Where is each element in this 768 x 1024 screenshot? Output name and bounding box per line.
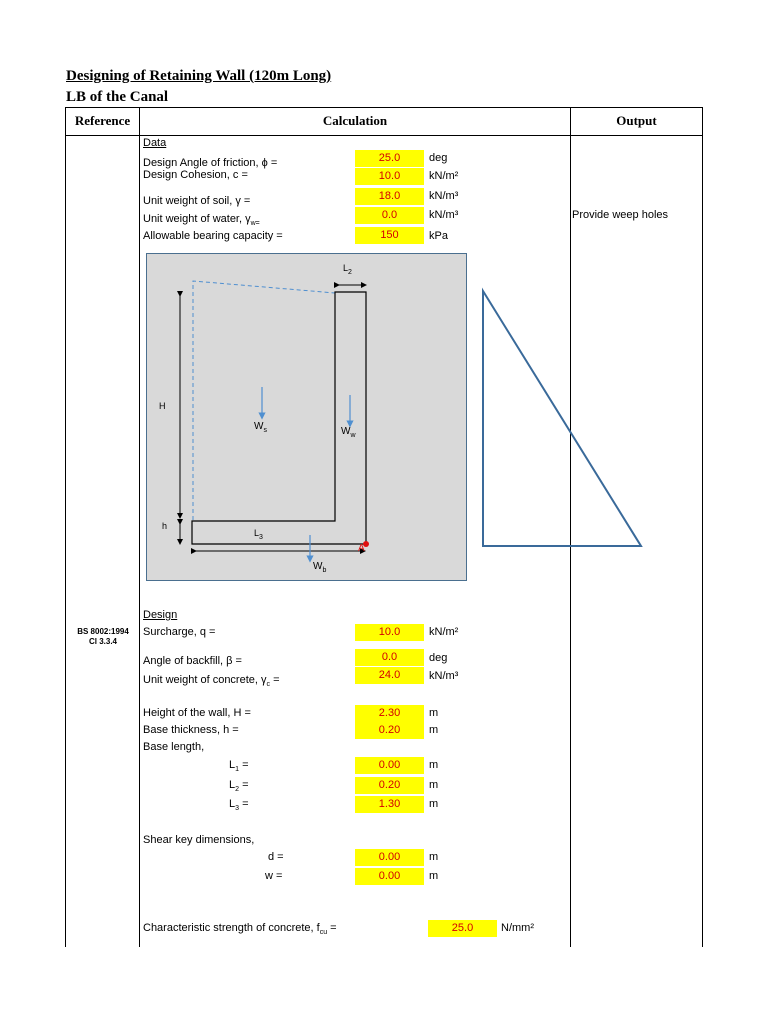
wall-height-label: Height of the wall, H = xyxy=(143,707,251,719)
design-heading: Design xyxy=(143,609,178,621)
cohesion-unit: kN/m² xyxy=(429,170,459,182)
bearing-capacity-label: Allowable bearing capacity = xyxy=(143,230,283,242)
fcu-value[interactable]: 25.0 xyxy=(428,920,497,937)
L2-unit: m xyxy=(429,779,439,791)
soil-unit-weight-value[interactable]: 18.0 xyxy=(355,188,424,205)
reference-standard: BS 8002:1994 xyxy=(77,627,129,636)
table-top-border xyxy=(65,107,703,108)
shear-key-w-unit: m xyxy=(429,870,439,882)
shear-key-d-unit: m xyxy=(429,851,439,863)
header-calculation: Calculation xyxy=(322,113,388,128)
header-reference: Reference xyxy=(74,113,131,128)
surcharge-unit: kN/m² xyxy=(429,626,459,638)
concrete-unit-weight-label-tail: = xyxy=(270,674,280,686)
label-A: A xyxy=(358,543,365,554)
base-length-label: Base length, xyxy=(143,741,205,753)
soil-unit-weight-unit: kN/m³ xyxy=(429,190,459,202)
cohesion-label: Design Cohesion, c = xyxy=(143,169,248,181)
concrete-unit-weight-unit: kN/m³ xyxy=(429,670,459,682)
table-right-border xyxy=(702,107,703,947)
table-left-border xyxy=(65,107,66,947)
base-thickness-value[interactable]: 0.20 xyxy=(355,722,424,739)
concrete-unit-weight-label xyxy=(143,674,280,691)
L3-label: $L_3$ = xyxy=(229,798,249,813)
fcu-label-tail: = xyxy=(327,922,337,934)
water-unit-weight-value[interactable]: 0.0 xyxy=(355,207,424,224)
output-weep-holes: Provide weep holes xyxy=(572,209,669,221)
design-reference xyxy=(68,627,138,647)
surcharge-value[interactable]: 10.0 xyxy=(355,624,424,641)
backfill-angle-label: Angle of backfill, β = xyxy=(143,655,242,667)
shear-key-d-label: d = xyxy=(268,851,284,863)
cohesion-value[interactable]: 10.0 xyxy=(355,168,424,185)
fcu-label xyxy=(143,922,337,939)
water-unit-weight-label-sub: w= xyxy=(250,220,260,228)
shear-key-label: Shear key dimensions, xyxy=(143,834,255,846)
L3-unit: m xyxy=(429,798,439,810)
base-thickness-unit: m xyxy=(429,724,439,736)
friction-angle-unit: deg xyxy=(429,152,448,164)
L2-label: $L_2$ = xyxy=(229,779,249,794)
friction-angle-value[interactable]: 25.0 xyxy=(355,150,424,167)
bearing-capacity-unit: kPa xyxy=(429,230,448,242)
bearing-capacity-value[interactable]: 150 xyxy=(355,227,424,244)
L1-label: $L_1$ = xyxy=(229,759,249,774)
backfill-angle-value[interactable]: 0.0 xyxy=(355,649,424,666)
page-title: Designing of Retaining Wall (120m Long) xyxy=(66,68,332,84)
base-thickness-label: Base thickness, h = xyxy=(143,724,239,736)
soil-unit-weight-label: Unit weight of soil, γ = xyxy=(143,195,251,207)
table-header-border xyxy=(65,135,703,136)
concrete-unit-weight-label-sub: c xyxy=(266,681,271,689)
backfill-outline xyxy=(193,281,335,520)
data-heading: Data xyxy=(143,137,167,149)
friction-angle-label: Design Angle of friction, ϕ = xyxy=(143,157,278,169)
L1-value[interactable]: 0.00 xyxy=(355,757,424,774)
backfill-angle-unit: deg xyxy=(429,652,448,664)
header-output: Output xyxy=(616,113,657,128)
label-Ww: $W_w$ xyxy=(341,426,356,439)
label-h: h xyxy=(162,521,168,531)
L1-unit: m xyxy=(429,759,439,771)
wall-section xyxy=(192,292,366,544)
surcharge-label: Surcharge, q = xyxy=(143,626,216,638)
wall-height-unit: m xyxy=(429,707,439,719)
retaining-wall-svg xyxy=(147,254,468,582)
pressure-triangle xyxy=(478,286,648,552)
label-L3: $L_3$ xyxy=(254,528,263,541)
water-unit-weight-label xyxy=(143,213,260,230)
label-Wb: $W_b$ xyxy=(313,561,327,574)
reference-clause: Cl 3.3.4 xyxy=(88,637,117,646)
water-unit-weight-label-text: Unit weight of water, γ xyxy=(143,213,251,225)
shear-key-w-value[interactable]: 0.00 xyxy=(355,868,424,885)
fcu-unit: N/mm² xyxy=(501,922,534,934)
page-subtitle: LB of the Canal xyxy=(66,89,169,105)
fcu-label-text: Characteristic strength of concrete, f xyxy=(143,922,320,934)
L3-value[interactable]: 1.30 xyxy=(355,796,424,813)
shear-key-d-value[interactable]: 0.00 xyxy=(355,849,424,866)
concrete-unit-weight-value[interactable]: 24.0 xyxy=(355,667,424,684)
fcu-label-sub: cu xyxy=(319,929,328,937)
table-ref-divider xyxy=(139,107,140,947)
water-unit-weight-unit: kN/m³ xyxy=(429,209,459,221)
label-H: H xyxy=(159,401,166,411)
shear-key-w-label: w = xyxy=(265,870,283,882)
concrete-unit-weight-label-text: Unit weight of concrete, γ xyxy=(143,674,267,686)
label-Ws: $W_s$ xyxy=(254,421,267,434)
L2-value[interactable]: 0.20 xyxy=(355,777,424,794)
retaining-wall-diagram xyxy=(146,253,467,581)
wall-height-value[interactable]: 2.30 xyxy=(355,705,424,722)
label-L2: $L_2$ xyxy=(343,263,352,276)
